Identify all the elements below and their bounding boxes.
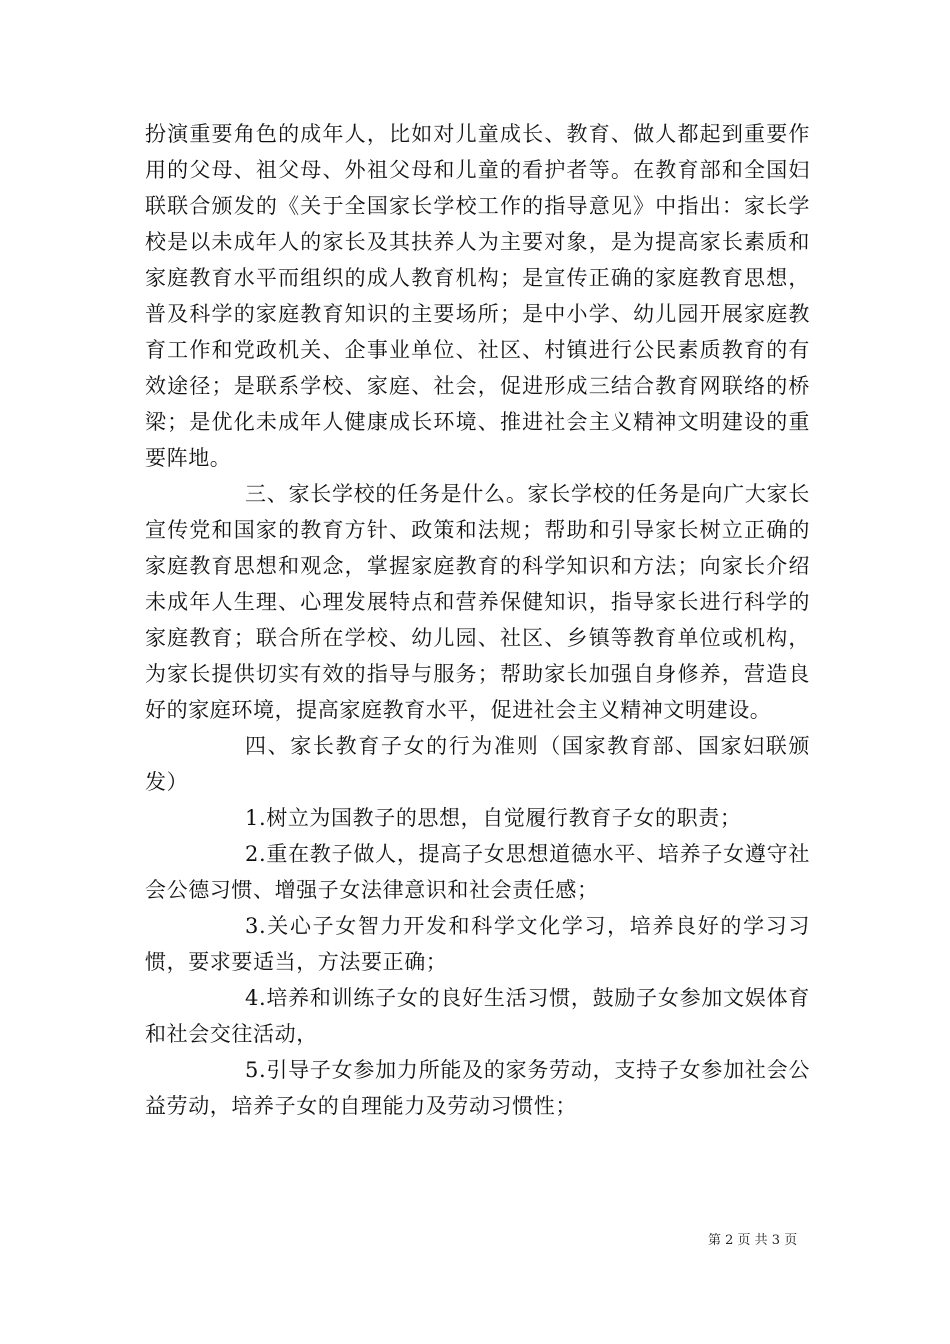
list-item-3: 3.关心子女智力开发和科学文化学习，培养良好的学习习惯，要求要适当，方法要正确； — [145, 914, 810, 974]
paragraph-section-four-heading: 四、家长教育子女的行为准则（国家教育部、国家妇联颁发） — [145, 734, 810, 794]
list-item-2: 2.重在教子做人，提高子女思想道德水平、培养子女遵守社会公德习惯、增强子女法律意识和社会责任感； — [145, 842, 810, 902]
body-text — [145, 116, 810, 1124]
page-number-footer: 第 2 页 共 3 页 — [708, 1233, 798, 1248]
paragraph-continuation: 扮演重要角色的成年人，比如对儿童成长、教育、做人都起到重要作用的父母、祖父母、外祖父母和儿童的看护者等。在教育部和全国妇联联合颁发的《关于全国家长学校工作的指导意见》中指出：家长学校是以未成年人的家长及其扶养人为主要对象，是为提高家长素质和家庭教育水平而组织的成人教育机构；是宣传正确的家庭教育思想，普及科学的家庭教育知识的主要场所；是中小学、幼儿园开展家庭教育工作和党政机关、企事业单位、社区、村镇进行公民素质教育的有效途径；是联系学校、家庭、社会，促进形成三结合教育网联络的桥梁；是优化未成年人健康成长环境、推进社会主义精神文明建设的重要阵地。 — [145, 122, 810, 470]
list-item-1: 1.树立为国教子的思想，自觉履行教育子女的职责； — [245, 806, 742, 830]
list-item-4: 4.培养和训练子女的良好生活习惯，鼓励子女参加文娱体育和社会交往活动， — [145, 986, 810, 1046]
list-item-5: 5.引导子女参加力所能及的家务劳动，支持子女参加社会公益劳动，培养子女的自理能力及劳动习惯性； — [145, 1058, 810, 1118]
paragraph-section-three: 三、家长学校的任务是什么。家长学校的任务是向广大家长宣传党和国家的教育方针、政策和法规；帮助和引导家长树立正确的家庭教育思想和观念，掌握家庭教育的科学知识和方法；向家长介绍未成年人生理、心理发展特点和营养保健知识，指导家长进行科学的家庭教育；联合所在学校、幼儿园、社区、乡镇等教育单位或机构，为家长提供切实有效的指导与服务；帮助家长加强自身修养，营造良好的家庭环境，提高家庭教育水平，促进社会主义精神文明建设。 — [145, 482, 810, 722]
